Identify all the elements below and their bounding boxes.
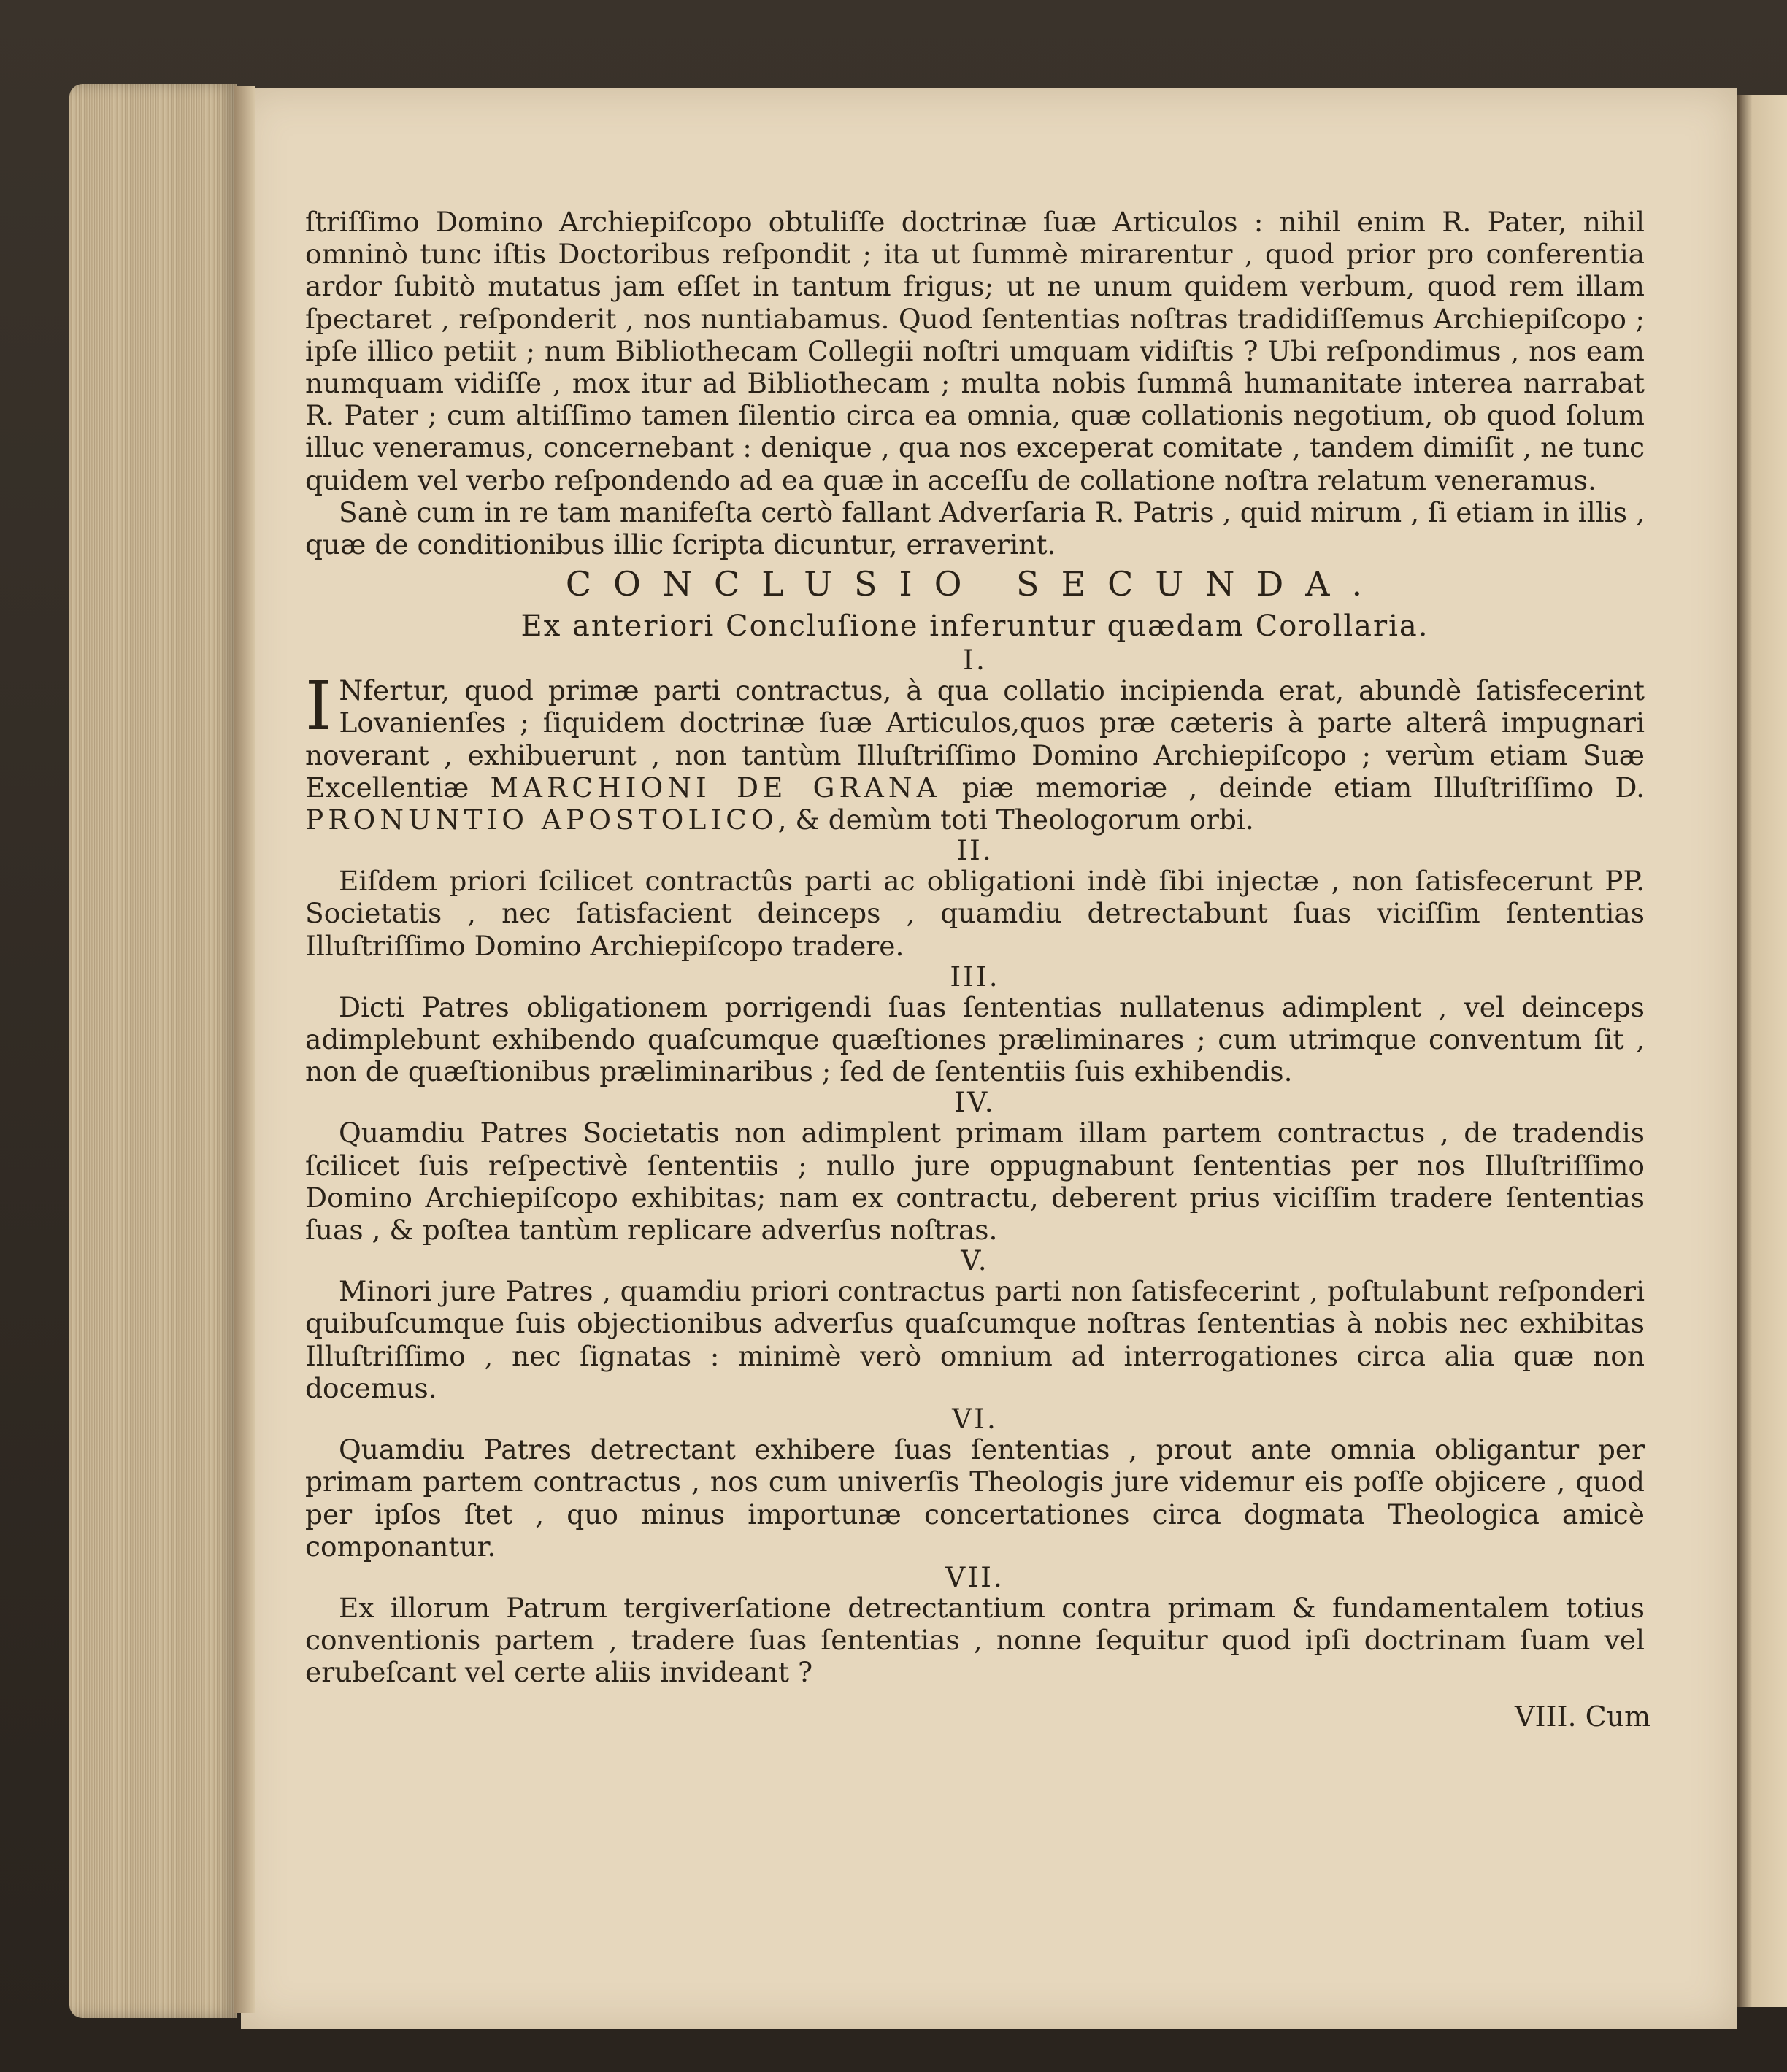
corollary-numeral: I.: [963, 644, 987, 677]
section-subheading: Ex anteriori Concluſione inferuntur quædam Corollaria.: [520, 609, 1429, 644]
corollary-1: [305, 667, 1645, 836]
facing-page-edge: [1737, 95, 1787, 2007]
section-heading: CONCLUSIO SECUNDA.: [565, 564, 1385, 604]
catchword: VIII. Cum: [1515, 1701, 1651, 1733]
corollary-1-text-a: Nfertur, quod primæ parti contractus, à qua collatio incipienda erat, abundè ſatisfecerint Lovanienſes ; ſiquidem doctrinæ ſuæ Articulos,quos præ cæteris à parte alterâ impugnari noverant , exhibuerunt , non tantùm Illuſtriſſimo Domino Archiepiſcopo ; verùm etiam Suæ Excellentiæ: [305, 674, 1645, 804]
corollary-1-text-b: piæ memoriæ , deinde etiam Illuſtriſſimo D.: [940, 771, 1645, 804]
page-text-block: [305, 206, 1645, 1689]
book-page-edges: [69, 84, 237, 2018]
paragraph-sane: Sanè cum in re tam manifeſta certò fallant Adverſaria R. Patris , quid mirum , ſi etiam in illis , quæ de conditionibus illic ſcripta dicuntur, erraverint.: [305, 496, 1645, 561]
corollary-numeral: II.: [956, 834, 994, 867]
corollary-1-caps-b: PRONUNTIO APOSTOLICO: [305, 804, 778, 836]
corollary-numeral: VI.: [952, 1403, 998, 1436]
corollary-numeral: V.: [961, 1244, 989, 1277]
drop-cap: I: [305, 667, 332, 746]
corollary-6: Quamdiu Patres detrectant exhibere ſuas ſententias , prout ante omnia obligantur per primam partem contractus , nos cum univerſis Theologis jure videmur eis poſſe objicere , quod per ipſos ſtet , quo minus importunæ concertationes circa dogmata Theologica amicè componantur.: [305, 1433, 1645, 1563]
corollary-numeral: IV.: [954, 1086, 996, 1119]
corollary-1-caps-a: MARCHIONI DE GRANA: [490, 771, 941, 804]
corollary-numeral: III.: [950, 960, 1000, 993]
corollary-5: Minori jure Patres , quamdiu priori contractus parti non ſatisfecerint , poſtulabunt reſponderi quibuſcumque ſuis objectionibus adverſus quaſcumque noſtras ſententias à nobis nec exhibitas Illuſtriſſimo , nec ſignatas : minimè verò omnium ad interrogationes circa alia quæ non docemus.: [305, 1275, 1645, 1404]
corollary-2: Eiſdem priori ſcilicet contractûs parti ac obligationi indè ſibi injectæ , non ſatisfecerunt PP. Societatis , nec ſatisfacient deinceps , quamdiu detrectabunt ſuas viciſſim ſententias Illuſtriſſimo Domino Archiepiſcopo tradere.: [305, 865, 1645, 962]
corollary-7: Ex illorum Patrum tergiverſatione detrectantium contra primam & fundamentalem totius conventionis partem , tradere ſuas ſententias , nonne ſequitur quod ipſi doctrinam ſuam vel erubeſcant vel certe aliis invideant ?: [305, 1591, 1645, 1689]
corollary-numeral: VII.: [945, 1560, 1004, 1593]
spine-gutter: [234, 86, 255, 2013]
paragraph-continuation: ſtriſſimo Domino Archiepiſcopo obtuliſſe doctrinæ ſuæ Articulos : nihil enim R. Pater, nihil omninò tunc iſtis Doctoribus reſpondit ; ita ut ſummè mirarentur , quod prior pro conferentia ardor ſubitò mutatus jam eſſet in tantum frigus; ut ne unum quidem verbum, quod rem illam ſpectaret , reſponderit , nos nuntiabamus. Quod ſententias noſtras tradidiſſemus Archiepiſcopo ; ipſe illico petiit ; num Bibliothecam Collegii noſtri umquam vidiſtis ? Ubi reſpondimus , nos eam numquam vidiſſe , mox itur ad Bibliothecam ; multa nobis ſummâ humanitate interea narrabat R. Pater ; cum altiſſimo tamen ſilentio circa ea omnia, quæ collationis negotium, ob quod ſolum illuc veneramus, concernebant : denique , qua nos exceperat comitate , tandem dimiſit , ne tunc quidem vel verbo reſpondendo ad ea quæ in acceſſu de collatione noſtra relatum veneramus.: [305, 206, 1645, 496]
corollary-3: Dicti Patres obligationem porrigendi ſuas ſententias nullatenus adimplent , vel deinceps adimplebunt exhibendo quaſcumque quæſtiones præliminares ; cum utrimque conventum ſit , non de quæſtionibus præliminaribus ; ſed de ſententiis ſuis exhibendis.: [305, 990, 1645, 1088]
corollary-1-text-c: , & demùm toti Theologorum orbi.: [777, 804, 1254, 836]
corollary-4: Quamdiu Patres Societatis non adimplent primam illam partem contractus , de tradendis ſcilicet ſuis reſpectivè ſententiis ; nullo jure oppugnabunt ſententias per nos Illuſtriſſimo Domino Archiepiſcopo exhibitas; nam ex contractu, deberent prius viciſſim tradere ſententias ſuas , & poſtea tantùm replicare adverſus noſtras.: [305, 1117, 1645, 1247]
